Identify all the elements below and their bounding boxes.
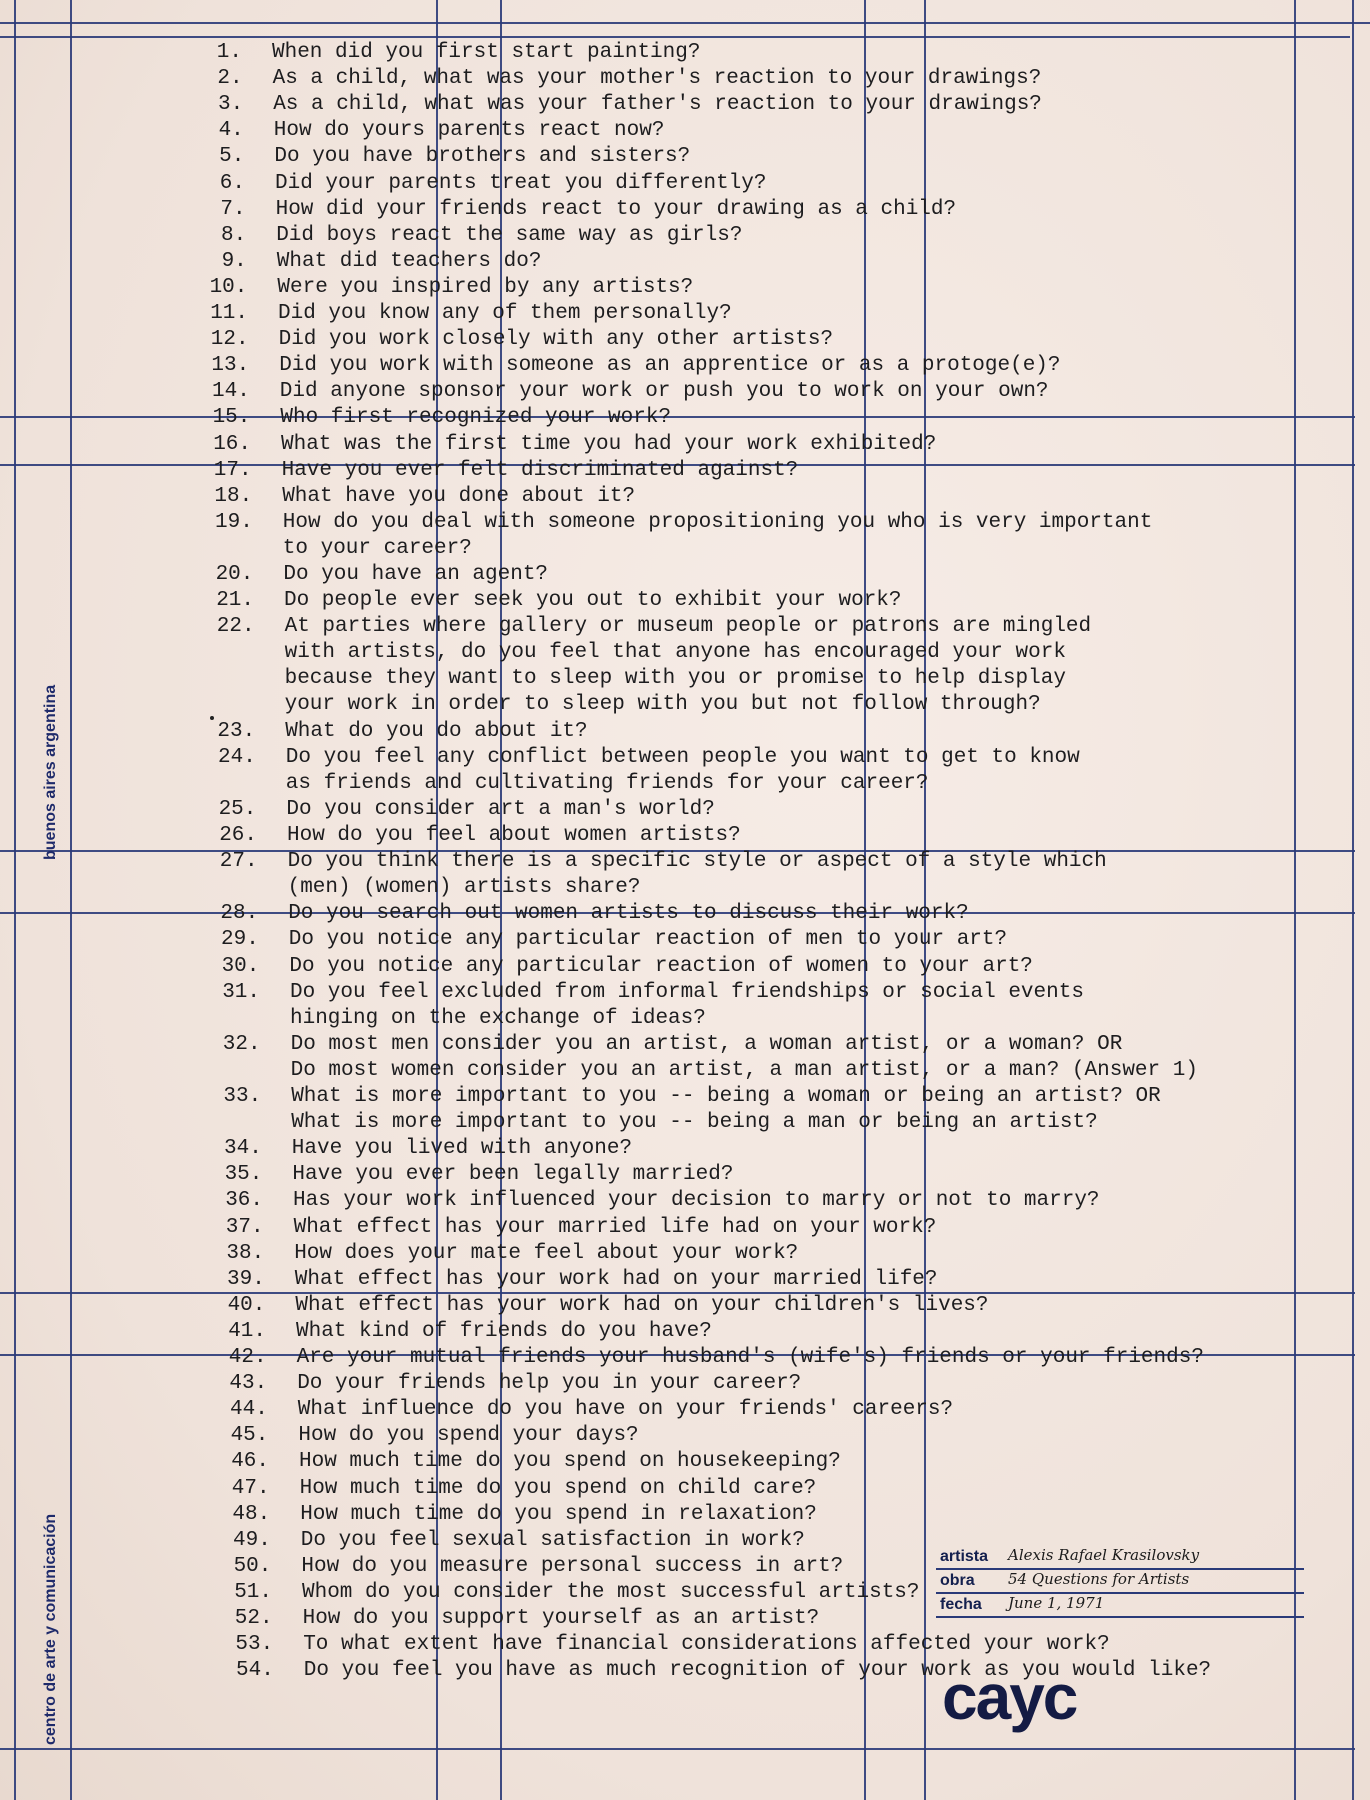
question-item xyxy=(208,379,1208,405)
question-text: Were you inspired by any artists? xyxy=(277,275,694,299)
question-text: What kind of friends do you have? xyxy=(296,1319,712,1343)
question-number: 14. xyxy=(211,380,250,404)
side-label-city: buenos aires argentina xyxy=(42,684,59,860)
question-number: 37. xyxy=(225,1215,264,1239)
question-text: At parties where gallery or museum people or patrons are mingled xyxy=(284,615,1092,639)
question-item xyxy=(222,1215,1222,1241)
question-text: Do you feel any conflict between people you want to get to know xyxy=(285,745,1080,769)
question-item xyxy=(217,954,1217,980)
question-text: Have you ever been legally married? xyxy=(292,1163,734,1187)
question-number: 4. xyxy=(218,119,244,143)
question-item xyxy=(207,327,1207,353)
question-item xyxy=(232,1658,1232,1684)
question-item xyxy=(214,745,1214,797)
question-number: 1. xyxy=(216,41,242,64)
question-number: 47. xyxy=(231,1476,270,1500)
question-text: What is more important to you -- being a woman or being an artist? OR xyxy=(291,1085,1161,1108)
question-text: Do most women consider you an artist, a man artist, or a man? (Answer 1) xyxy=(290,1058,1198,1082)
credit-value: June 1, 1971 xyxy=(1008,1594,1105,1612)
question-item xyxy=(213,614,1213,718)
question-item xyxy=(231,1632,1231,1658)
question-item xyxy=(200,40,1200,66)
question-item xyxy=(206,301,1206,327)
question-text: How do you measure personal success in art? xyxy=(301,1554,844,1578)
credits-box xyxy=(936,1546,1304,1618)
question-number: 49. xyxy=(232,1528,271,1552)
question-number: 8. xyxy=(220,223,247,247)
question-number: 39. xyxy=(226,1267,265,1291)
question-text: When did you first start painting? xyxy=(272,41,701,64)
question-number: 54. xyxy=(235,1659,274,1683)
question-item xyxy=(219,1032,1219,1084)
question-item xyxy=(221,1188,1221,1214)
grid-line-v-2 xyxy=(70,0,72,1800)
question-number: 26. xyxy=(219,824,257,847)
grid-line-v-1 xyxy=(14,0,16,1800)
question-item xyxy=(220,1162,1220,1188)
question-number: 31. xyxy=(222,980,260,1004)
question-text: your work in order to sleep with you but not follow through? xyxy=(284,693,1041,717)
question-number: 13. xyxy=(211,354,250,378)
question-item xyxy=(217,927,1217,953)
ink-dot xyxy=(210,716,214,720)
grid-line-h-2 xyxy=(0,36,1350,38)
question-text: Do you search out women artists to discuss their work? xyxy=(288,902,969,926)
question-text: What was the first time you had your work exhibited? xyxy=(281,432,937,456)
question-text: hinging on the exchange of ideas? xyxy=(290,1006,706,1030)
question-number: 38. xyxy=(226,1241,265,1265)
credit-value: 54 Questions for Artists xyxy=(1008,1570,1190,1588)
question-item xyxy=(228,1502,1228,1528)
question-item xyxy=(201,92,1201,118)
question-number: 17. xyxy=(213,458,252,482)
question-number: 25. xyxy=(218,797,257,821)
question-text: How did your friends react to your drawing as a child? xyxy=(275,197,957,221)
question-item xyxy=(201,66,1201,92)
question-number: 9. xyxy=(221,249,247,273)
question-text: Have you lived with anyone? xyxy=(291,1137,633,1161)
question-text: Do you notice any particular reaction of women to your art? xyxy=(289,954,1033,978)
question-number: 51. xyxy=(234,1580,272,1604)
question-text: with artists, do you feel that anyone has encouraged your work xyxy=(284,641,1066,665)
question-number: 40. xyxy=(227,1293,266,1317)
side-label-org: centro de arte y comunicación xyxy=(42,1513,59,1745)
question-text: Did anyone sponsor your work or push you to work on your own? xyxy=(279,380,1049,404)
question-text: As a child, what was your father's reaction to your drawings? xyxy=(273,93,1042,117)
question-number: 36. xyxy=(225,1189,263,1213)
question-item xyxy=(228,1476,1228,1502)
credit-row-artist xyxy=(936,1546,1304,1570)
question-text: How do you deal with someone propositioning you who is very important xyxy=(282,510,1153,534)
question-number: 23. xyxy=(217,719,256,743)
question-item xyxy=(214,797,1214,823)
credit-row-date xyxy=(936,1594,1304,1618)
question-number: 41. xyxy=(228,1319,266,1343)
question-item xyxy=(216,901,1216,927)
question-text: Did you work with someone as an apprentice or as a protoge(e)? xyxy=(279,354,1061,378)
grid-line-v-7 xyxy=(1294,0,1296,1800)
question-text: How much time do you spend on housekeeping? xyxy=(299,1450,841,1474)
question-number: 34. xyxy=(223,1137,262,1161)
question-number: 6. xyxy=(219,171,245,195)
question-number: 48. xyxy=(232,1502,271,1526)
question-number: 15. xyxy=(212,406,251,430)
question-text: Do most men consider you an artist, a woman artist, or a woman? OR xyxy=(290,1032,1123,1056)
question-item xyxy=(211,562,1211,588)
question-number: 50. xyxy=(233,1554,272,1578)
question-item xyxy=(225,1345,1225,1371)
question-text: What effect has your married life had on your work? xyxy=(293,1215,937,1239)
question-number: 27. xyxy=(219,850,258,874)
question-text: To what extent have financial considerations affected your work? xyxy=(303,1633,1110,1657)
question-text: How do you spend your days? xyxy=(298,1424,639,1448)
question-item xyxy=(204,197,1204,223)
question-number: 5. xyxy=(219,145,245,169)
question-text: Do people ever seek you out to exhibit your work? xyxy=(284,589,902,613)
question-number: 21. xyxy=(216,589,254,613)
question-item xyxy=(212,588,1212,614)
question-number: 10. xyxy=(209,275,248,299)
question-text: As a child, what was your mother's reaction to your drawings? xyxy=(272,67,1042,91)
question-number: 52. xyxy=(234,1607,273,1630)
question-number: 28. xyxy=(220,902,259,926)
question-item xyxy=(202,118,1202,144)
grid-line-v-8 xyxy=(1352,0,1354,1800)
question-number: 16. xyxy=(213,432,251,456)
question-text: Do you feel sexual satisfaction in work? xyxy=(300,1528,805,1552)
question-item xyxy=(207,353,1207,379)
question-text: What influence do you have on your friends' careers? xyxy=(297,1398,954,1422)
question-text: Do you feel excluded from informal friendships or social events xyxy=(290,980,1084,1004)
question-item xyxy=(222,1241,1222,1267)
question-text: Do you notice any particular reaction of men to your art? xyxy=(288,928,1008,952)
question-text: How do you feel about women artists? xyxy=(287,824,741,847)
question-text: Are your mutual friends your husband's (wife's) friends or your friends? xyxy=(296,1346,1204,1369)
question-number: 19. xyxy=(214,510,253,534)
question-text: What effect has your work had on your married life? xyxy=(294,1267,938,1291)
question-number: 29. xyxy=(220,928,259,952)
question-number: 45. xyxy=(230,1424,269,1448)
grid-line-h-bottom xyxy=(0,1748,1355,1750)
question-item xyxy=(227,1449,1227,1475)
question-item xyxy=(209,432,1209,458)
question-text: Do you have brothers and sisters? xyxy=(274,145,691,169)
question-item xyxy=(218,980,1218,1032)
question-item xyxy=(219,1084,1219,1136)
question-text: What effect has your work had on your children's lives? xyxy=(295,1293,989,1317)
question-item xyxy=(213,719,1213,745)
question-item xyxy=(211,510,1211,562)
question-item xyxy=(205,249,1205,275)
question-number: 24. xyxy=(217,745,256,769)
question-number: 32. xyxy=(222,1032,261,1056)
question-number: 11. xyxy=(210,302,248,325)
question-item xyxy=(220,1136,1220,1162)
question-text: Do you feel you have as much recognition of your work as you would like? xyxy=(303,1659,1212,1683)
question-text: What do you do about it? xyxy=(285,719,588,743)
question-number: 22. xyxy=(216,615,255,639)
question-number: 30. xyxy=(221,954,260,978)
question-item xyxy=(226,1397,1226,1423)
question-text: Do you have an agent? xyxy=(283,563,549,586)
question-number: 18. xyxy=(214,484,253,508)
question-text: Who first recognized your work? xyxy=(280,406,672,430)
credit-label: fecha xyxy=(940,1596,982,1613)
question-item xyxy=(203,171,1203,197)
question-text: Do you think there is a specific style or aspect of a style which xyxy=(287,850,1107,874)
question-text: Did you work closely with any other artists? xyxy=(278,328,834,352)
question-text: What have you done about it? xyxy=(282,484,636,508)
question-number: 7. xyxy=(220,197,246,221)
question-item xyxy=(204,223,1204,249)
question-text: (men) (women) artists share? xyxy=(287,876,641,900)
question-item xyxy=(210,484,1210,510)
question-item xyxy=(226,1423,1226,1449)
question-item xyxy=(223,1267,1223,1293)
credit-label: artista xyxy=(940,1548,989,1565)
question-text: Do your friends help you in your career? xyxy=(297,1372,802,1396)
question-number: 43. xyxy=(229,1372,268,1396)
cayc-logo: cayc xyxy=(942,1661,1077,1733)
credit-row-work xyxy=(936,1570,1304,1594)
question-text: What did teachers do? xyxy=(276,249,542,273)
question-number: 33. xyxy=(223,1085,262,1108)
question-text: because they want to sleep with you or promise to help display xyxy=(284,667,1066,691)
question-text: How much time do you spend in relaxation? xyxy=(300,1502,817,1526)
question-item xyxy=(210,458,1210,484)
question-text: Has your work influenced your decision to marry or not to marry? xyxy=(293,1189,1100,1213)
question-number: 42. xyxy=(228,1346,267,1369)
question-text: What is more important to you -- being a man or being an artist? xyxy=(291,1111,1098,1135)
question-number: 3. xyxy=(217,93,244,117)
question-number: 20. xyxy=(215,563,254,586)
question-text: Did boys react the same way as girls? xyxy=(276,223,743,247)
question-item xyxy=(216,849,1216,901)
question-number: 35. xyxy=(224,1163,263,1187)
question-number: 46. xyxy=(231,1450,269,1474)
question-text: How do you support yourself as an artist? xyxy=(302,1607,820,1630)
question-number: 53. xyxy=(235,1633,274,1657)
question-item xyxy=(223,1293,1223,1319)
question-item xyxy=(225,1371,1225,1397)
question-text: to your career? xyxy=(282,536,472,560)
question-item xyxy=(205,275,1205,301)
question-text: as friends and cultivating friends for your career? xyxy=(285,771,929,795)
question-number: 2. xyxy=(217,67,243,91)
question-text: Did you know any of them personally? xyxy=(278,302,732,325)
question-text: Whom do you consider the most successful artists? xyxy=(302,1580,920,1604)
question-item xyxy=(224,1319,1224,1345)
question-text: How do yours parents react now? xyxy=(273,119,665,143)
question-text: Did your parents treat you differently? xyxy=(275,171,767,195)
question-text: Have you ever felt discriminated against? xyxy=(281,458,799,482)
question-item xyxy=(208,405,1208,431)
grid-line-h-top xyxy=(0,22,1370,24)
credit-label: obra xyxy=(940,1572,975,1589)
question-number: 12. xyxy=(210,328,249,352)
question-number: 44. xyxy=(229,1398,268,1422)
question-item xyxy=(215,823,1215,849)
question-text: Do you consider art a man's world? xyxy=(286,797,715,821)
question-item xyxy=(202,144,1202,170)
question-text: How does your mate feel about your work? xyxy=(294,1241,799,1265)
credit-value: Alexis Rafael Krasilovsky xyxy=(1008,1546,1200,1564)
question-text: How much time do you spend on child care? xyxy=(299,1476,817,1500)
